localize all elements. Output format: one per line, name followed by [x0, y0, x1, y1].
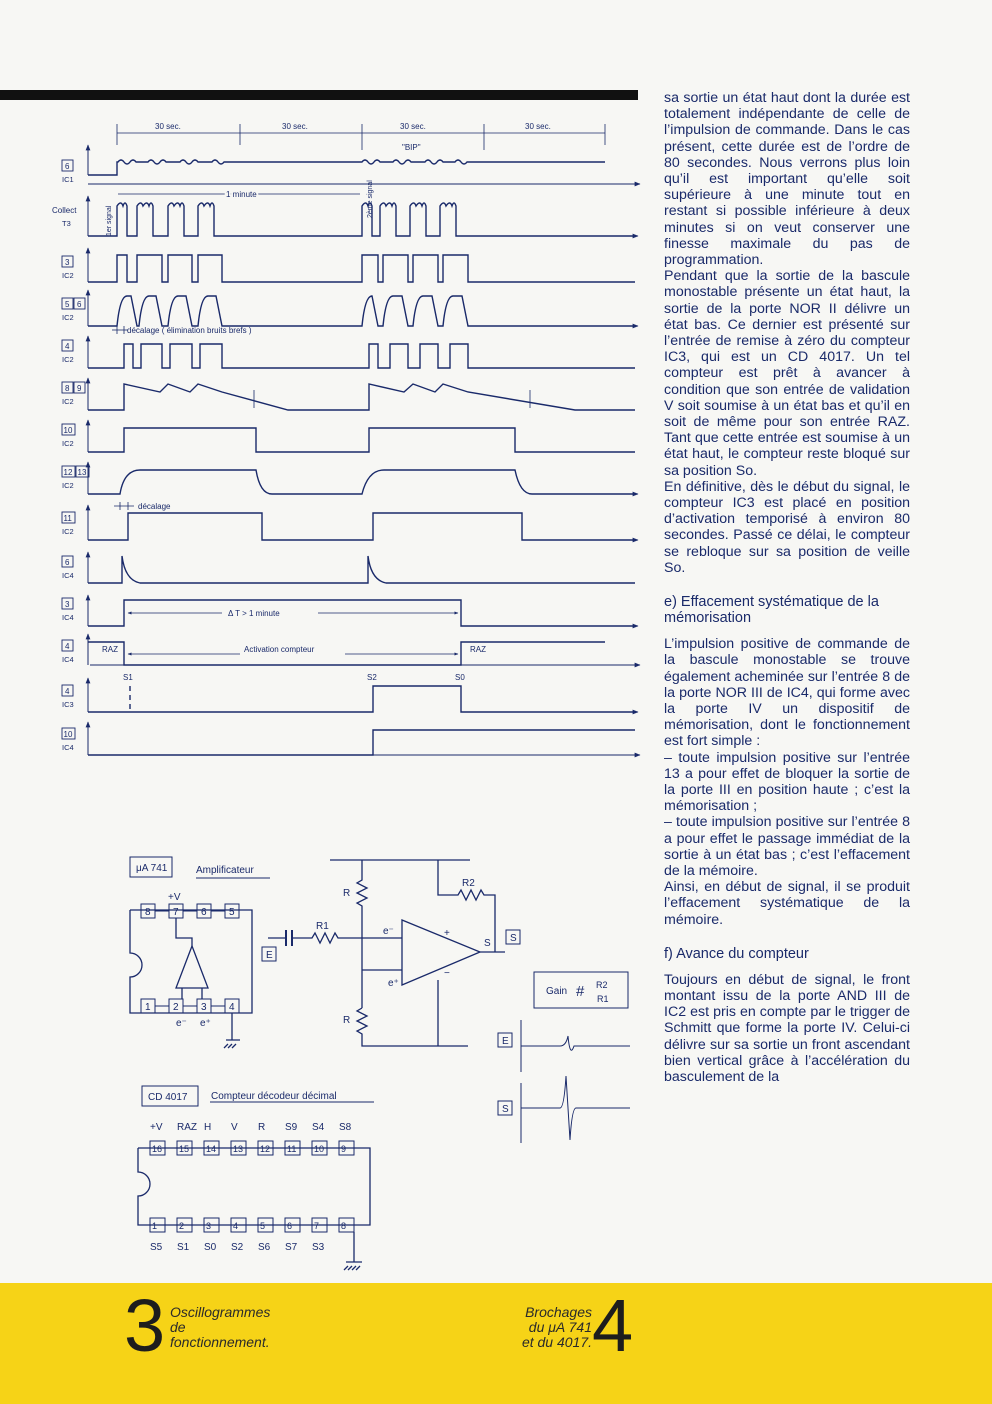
figure-number-4: 4 — [592, 1284, 634, 1367]
pin-number: 10 — [63, 426, 73, 435]
ua741-pin-1: 1 — [145, 1002, 151, 1013]
decalage-elim-label: décalage ( élimination bruits brefs ) — [127, 326, 252, 335]
pin-number: 6 — [65, 162, 70, 171]
ua741-e-plus: e⁺ — [200, 1018, 211, 1029]
top-rule — [0, 90, 638, 100]
cd4017-bottom-label: S1 — [177, 1242, 190, 1253]
chip-name: IC2 — [62, 355, 74, 364]
paragraph-2: Pendant que la sortie de la bascule monostable présente un état haut, la sortie de la porte NOR II délivre un état bas. Ce dernier est présenté sur l’entrée de remise à zéro du compteur IC3, qui est un CD 4017. Un tel compteur est prêt à avancer à condition que son entrée de validation V soit soumise à un état bas et qu’il en soit de même pour son entrée RAZ. Tant que cette entrée est soumise à un état haut, le compteur reste bloqué sur sa position So. — [664, 268, 910, 479]
amp-r-top: R — [343, 888, 351, 899]
amp-minus: − — [444, 968, 450, 979]
span-label-2: 30 sec. — [282, 122, 308, 131]
cd4017-top-label: R — [258, 1122, 266, 1133]
activation-label: Activation compteur — [244, 645, 315, 654]
chip-name: IC2 — [62, 271, 74, 280]
chip-name: IC2 — [62, 527, 74, 536]
cd4017-bottom-label: S3 — [312, 1242, 325, 1253]
cd4017-desc: Compteur décodeur décimal — [211, 1091, 337, 1102]
cd4017-top-label: +V — [150, 1122, 163, 1133]
cd4017-pin-number: 5 — [260, 1221, 266, 1231]
span-label-1: 30 sec. — [155, 122, 181, 131]
chip-name: IC2 — [62, 439, 74, 448]
cd4017-top-label: V — [231, 1122, 238, 1133]
amp-e-minus: e⁻ — [383, 926, 394, 937]
chip-name: IC2 — [62, 397, 74, 406]
cd4017-bottom-label: S6 — [258, 1242, 271, 1253]
timing-diagram — [0, 105, 645, 785]
ua741-pin-7: 7 — [173, 907, 179, 918]
cd4017-top-label: S9 — [285, 1122, 298, 1133]
span-label-3: 30 sec. — [400, 122, 426, 131]
caption-4-line-1: Brochages — [525, 1304, 592, 1320]
chip-name: IC2 — [62, 481, 74, 490]
cd4017-pin-number: 3 — [206, 1221, 212, 1231]
cd4017-top-label: H — [204, 1122, 212, 1133]
ua741-desc: Amplificateur — [196, 865, 254, 876]
scope-e-label: E — [502, 1036, 509, 1047]
cd4017-top-label: S4 — [312, 1122, 325, 1133]
heading-e: e) Effacement systématique de la mémorisation — [664, 594, 879, 627]
gain-den: R1 — [597, 994, 609, 1004]
figure-caption-band — [0, 1283, 992, 1404]
amp-r2: R2 — [462, 878, 475, 889]
caption-4 — [500, 1305, 592, 1350]
amp-e-plus: e⁺ — [388, 978, 399, 989]
first-signal-label: 1er signal — [106, 205, 113, 236]
raz-label-2: RAZ — [470, 645, 486, 654]
pin-number: 4 — [65, 687, 70, 696]
pinout-figures — [0, 840, 650, 1280]
s0-label: S0 — [455, 673, 465, 682]
paragraph-8: Toujours en début de signal, le front montant issu de la porte AND III de IC2 est pris en compte par le trigger de Schmitt que forme la porte IV. Celui-ci délivre sur sa sortie un front ascendant bien vertical grâce à l’accélération du basculement de la — [664, 971, 910, 1085]
cd4017-pin-number: 2 — [179, 1221, 185, 1231]
pin-number: 13 — [77, 468, 87, 477]
ua741-e-minus: e⁻ — [176, 1018, 187, 1029]
cd4017-bottom-label: S0 — [204, 1242, 217, 1253]
cd4017-pin-number: 11 — [287, 1144, 297, 1154]
caption-4-line-2: du μA 741 — [528, 1319, 592, 1335]
chip-name: T3 — [62, 219, 71, 228]
caption-3 — [170, 1305, 270, 1350]
chip-name: IC1 — [62, 175, 74, 184]
pin-number: 10 — [63, 730, 73, 739]
s2-label: S2 — [367, 673, 377, 682]
chip-name: IC2 — [62, 313, 74, 322]
chip-name: IC4 — [62, 743, 74, 752]
paragraph-5: – toute impulsion positive sur l’entrée 13 a pour effet de bloquer la sortie de la porte III en position haute ; c’est la mémorisation ; — [664, 749, 910, 815]
pin-number: 11 — [63, 514, 72, 523]
chip-name: IC4 — [62, 571, 74, 580]
cd4017-bottom-label: S7 — [285, 1242, 298, 1253]
paragraph-4: L’impulsion positive de commande de la bascule monostable se trouve également acheminée sur l’entrée 8 de la porte NOR III de IC4, qui forme avec la porte IV un dispositif de mémorisation, dont le fonctionnement est fort simple : — [664, 636, 910, 750]
amp-plus: + — [444, 928, 450, 939]
cd4017-pin-number: 4 — [233, 1221, 239, 1231]
cd4017-pin-number: 10 — [314, 1144, 325, 1154]
second-signal-label: 2ème signal — [367, 180, 374, 218]
gain-num: R2 — [596, 980, 608, 990]
ua741-pin-2: 2 — [173, 1002, 179, 1013]
pin-number: 9 — [77, 384, 82, 393]
gain-hash: # — [576, 983, 585, 1000]
cd4017-pin-number: 16 — [152, 1144, 163, 1154]
caption-4-line-3: et du 4017. — [521, 1334, 592, 1350]
chip-name: IC3 — [62, 700, 74, 709]
pin-number: 12 — [63, 468, 73, 477]
decalage-label: décalage — [138, 502, 171, 511]
row-label-top: Collect — [52, 206, 77, 215]
pin-number: 4 — [65, 342, 70, 351]
heading-f: f) Avance du compteur — [664, 945, 809, 962]
paragraph-7: Ainsi, en début de signal, il se produit l’effacement systématique de la mémoire. — [664, 879, 910, 928]
ua741-pin-8: 8 — [145, 907, 151, 918]
delta-t-label: Δ T > 1 minute — [228, 609, 280, 618]
ua741-pin-3: 3 — [201, 1002, 207, 1013]
amp-r-bottom: R — [343, 1015, 351, 1026]
cd4017-bottom-label: S2 — [231, 1242, 244, 1253]
cd4017-pin-number: 14 — [206, 1144, 217, 1154]
ua741-pin-6: 6 — [201, 907, 207, 918]
pin-number: 3 — [65, 258, 70, 267]
minute-label: 1 minute — [226, 190, 257, 199]
ua741-name: μA 741 — [136, 863, 168, 874]
paragraph-3: En définitive, dès le début du signal, le compteur IC3 est placé en position d’activation temporisé à environ 80 secondes. Passé ce délai, le compteur se rebloque sur sa position de veille So. — [664, 478, 910, 576]
gain-label: Gain — [546, 986, 568, 997]
caption-3-line-3: fonctionnement. — [170, 1334, 270, 1350]
cd4017-pin-number: 1 — [152, 1221, 158, 1231]
span-label-4: 30 sec. — [525, 122, 551, 131]
pin-number: 5 — [65, 300, 70, 309]
s1-label: S1 — [123, 673, 133, 682]
raz-label-1: RAZ — [102, 645, 118, 654]
amp-s: S — [484, 938, 491, 949]
pin-number: 6 — [65, 558, 70, 567]
cd4017-bottom-label: S5 — [150, 1242, 163, 1253]
paragraph-1: sa sortie un état haut dont la durée est totalement indépendante de celle de l’impulsion de commande. Dans le cas présent, cette durée est de l’ordre de 80 secondes. Nous verrons plus loin qu’il est important qu’elle soit supérieure à une minute tout en restant si possible inférieure à deux minutes si on veut conserver une finesse maximale du pas de programmation. — [664, 90, 910, 269]
cd4017-pin-number: 13 — [233, 1144, 244, 1154]
cd4017-pin-number: 6 — [287, 1221, 293, 1231]
pin-number: 6 — [77, 300, 82, 309]
cd4017-pin-number: 7 — [314, 1221, 320, 1231]
cd4017-top-label: RAZ — [177, 1122, 197, 1133]
ua741-pin-5: 5 — [229, 907, 235, 918]
paragraph-6: – toute impulsion positive sur l’entrée 8 a pour effet le passage immédiat de la sortie à un état bas ; c’est l’effacement de la mémoire. — [664, 814, 910, 879]
cd4017-pin-number: 8 — [341, 1221, 347, 1231]
scope-s-label: S — [502, 1104, 509, 1115]
caption-3-line-2: de — [170, 1319, 186, 1335]
caption-3-line-1: Oscillogrammes — [170, 1304, 271, 1320]
amp-box-e: E — [266, 950, 273, 961]
bip-label: "BIP" — [402, 143, 421, 152]
cd4017-pin-number: 12 — [260, 1144, 271, 1154]
chip-name: IC4 — [62, 655, 74, 664]
cd4017-pin-number: 15 — [179, 1144, 190, 1154]
chip-name: IC4 — [62, 613, 74, 622]
article-text-column — [664, 90, 910, 1085]
amp-r1: R1 — [316, 921, 329, 932]
ua741-pin-4: 4 — [229, 1002, 235, 1013]
cd4017-top-label: S8 — [339, 1122, 352, 1133]
cd4017-pin-number: 9 — [341, 1144, 347, 1154]
pin-number: 4 — [65, 642, 70, 651]
cd4017-name: CD 4017 — [148, 1092, 188, 1103]
pin-number: 8 — [65, 384, 70, 393]
pin-number: 3 — [65, 600, 70, 609]
figure-number-3: 3 — [124, 1284, 166, 1367]
amp-box-s: S — [510, 933, 517, 944]
ua741-vplus: +V — [168, 892, 181, 903]
